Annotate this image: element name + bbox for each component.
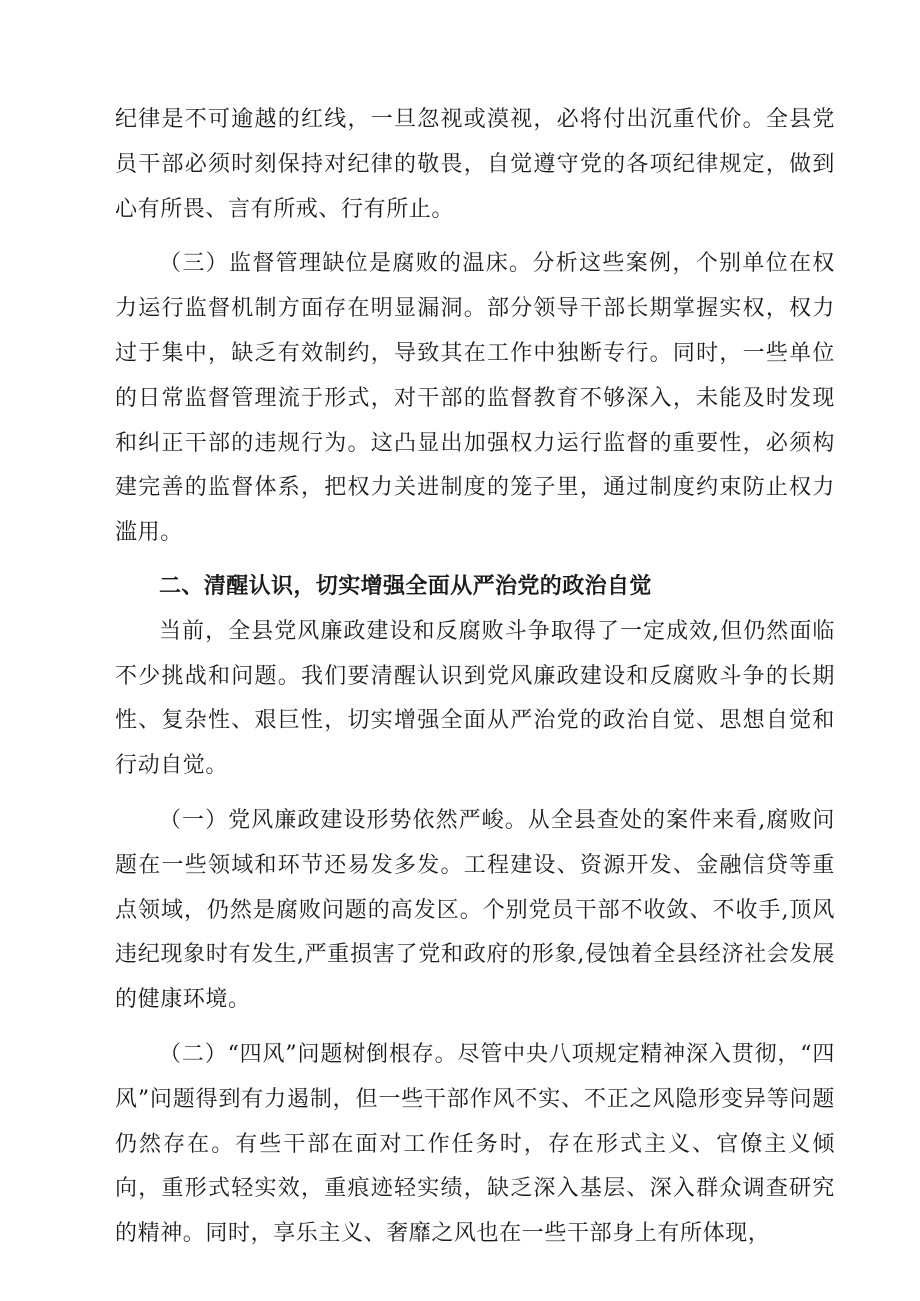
paragraph-discipline-conclusion: 纪律是不可逾越的红线，一旦忽视或漠视，必将付出沉重代价。全县党员干部必须时刻保持对纪律的敬畏，自觉遵守党的各项纪律规定，做到心有所畏、言有所戒、行有所止。 [115,107,835,222]
paragraph-four-styles: （二）“四风”问题树倒根存。尽管中央八项规定精神深入贯彻，“四风”问题得到有力遏制，但一些干部作风不实、不正之风隐形变异等问题仍然存在。有些干部在面对工作任务时，存在形式主义、官僚主义倾向，重形式轻实效，重痕迹轻实绩，缺乏深入基层、深入群众调查研究的精神。同时，享乐主义、奢靡之风也在一些干部身上有所体现， [115,1041,835,1247]
section-heading-2: 二、清醒认识，切实增强全面从严治党的政治自觉 [159,573,652,599]
paragraph-current-situation: 当前，全县党风廉政建设和反腐败斗争取得了一定成效,但仍然面临不少挑战和问题。我们要清醒认识到党风廉政建设和反腐败斗争的长期性、复杂性、艰巨性，切实增强全面从严治党的政治自觉、思想自觉和行动自觉。 [115,618,835,779]
document-body [115,98,835,1257]
paragraph-integrity-situation: （一）党风廉政建设形势依然严峻。从全县查处的案件来看,腐败问题在一些领域和环节还易发多发。工程建设、资源开发、金融信贷等重点领域，仍然是腐败问题的高发区。个别党员干部不收敛、不收手,顶风违纪现象时有发生,严重损害了党和政府的形象,侵蚀着全县经济社会发展的健康环境。 [115,807,835,1013]
paragraph-supervision-gap: （三）监督管理缺位是腐败的温床。分析这些案例，个别单位在权力运行监督机制方面存在明显漏洞。部分领导干部长期掌握实权，权力过于集中，缺乏有效制约，导致其在工作中独断专行。同时，一些单位的日常监督管理流于形式，对干部的监督教育不够深入，未能及时发现和纠正干部的违规行为。这凸显出加强权力运行监督的重要性，必须构建完善的监督体系，把权力关进制度的笼子里，通过制度约束防止权力滥用。 [115,251,835,546]
